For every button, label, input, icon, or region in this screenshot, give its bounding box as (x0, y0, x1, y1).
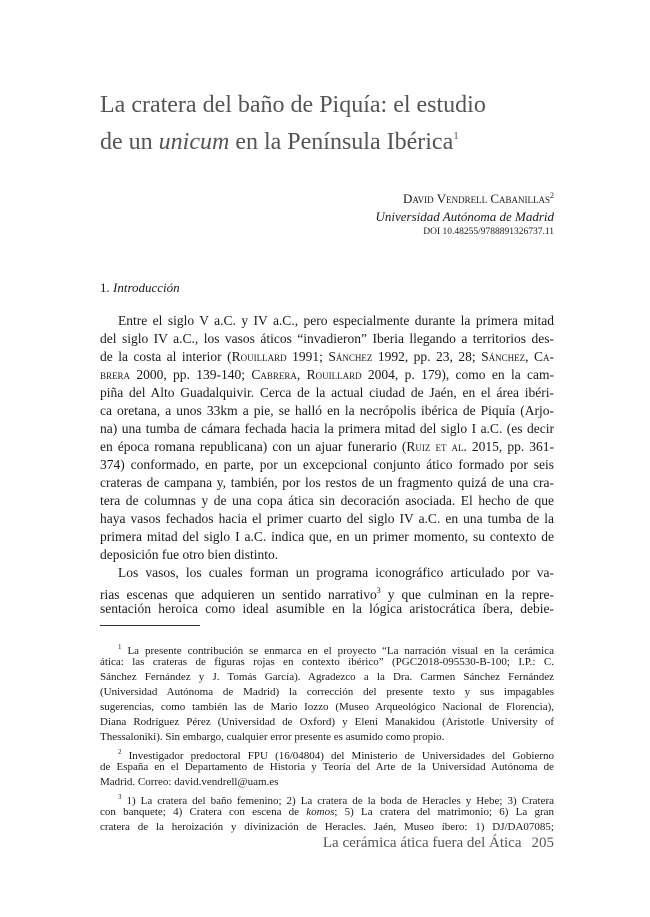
section-heading (100, 280, 180, 296)
body-line (100, 366, 554, 384)
citation-author: Rouillard (231, 349, 287, 364)
body-line: tera de columnas y de una copa ática sin decoración asociada. El hecho de que (100, 493, 554, 508)
footnote-line: (Universidad Autónoma de Madrid) la corrección del presente texto y sus impagables (100, 686, 554, 698)
footnote-divider (100, 625, 200, 626)
body-line: crateras de campana y, también, por los restos de un fragmento quizá de una cra- (100, 475, 554, 490)
footnote-line: de España en el Departamento de Historia y Teoría del Arte de la Universidad Autónoma de (100, 761, 554, 773)
body-line: deposición fue otro bien distinto. (100, 547, 279, 562)
page-footer (323, 834, 554, 852)
body-text (100, 312, 554, 618)
citation-text: 2004, p. 179), como en la cam- (361, 367, 554, 382)
footnote-mark: 2 (118, 748, 122, 756)
title-line-2-start: de un (100, 129, 159, 155)
footnote-line (100, 640, 554, 655)
footnote-line: ática: las crateras de figuras rojas en contexto ibérico” (PGC2018-095530-B-100; I.P.: C. (100, 656, 554, 668)
body-line: 374) conformado, en parte, por un excepcional conjunto ático formado por seis (100, 457, 554, 472)
body-line-start: de la costa al interior ( (100, 349, 232, 364)
title-line-2-end: en la Península Ibérica (229, 129, 454, 155)
citation-author: Sánchez (328, 349, 373, 364)
footnote-line: Madrid. Correo: david.vendrell@uam.es (100, 776, 279, 788)
footnote-mark: 1 (118, 643, 122, 651)
running-title: La cerámica ática fuera del Ática (322, 835, 522, 851)
body-line (100, 438, 554, 456)
footnote-ref: 3 (376, 586, 381, 595)
footnote-text: ; 5) La cratera del matrimonio; 6) La gran (334, 806, 554, 818)
citation-text: 2015, pp. 361- (466, 439, 554, 454)
author-name-line (376, 187, 555, 208)
footnote-line: Diana Rodríguez Pérez (Universidad de Oxford) y Eleni Manakidou (Aristotle University of (100, 716, 554, 728)
body-line-end: y que culminan en la repre- (380, 587, 554, 602)
citation-author: Sánchez, Ca- (481, 349, 554, 364)
footnote-line (100, 790, 554, 805)
body-line: sentación heroica como ideal asumible en la lógica aristocrática íbera, debie- (100, 601, 554, 616)
citation-text: 1992, pp. 23, 28; (372, 349, 482, 364)
footnote-italic-word: komos (306, 806, 335, 818)
footnote-line: sugerencias, como también las de Mario Iozzo (Museo Arqueológico Nacional de Florencia), (100, 701, 554, 713)
body-line: primera mitad del siglo I a.C. indica que, en un primer momento, su contexto de (100, 529, 554, 544)
body-line: Los vasos, los cuales forman un programa iconográfico articulado por va- (118, 565, 554, 580)
footnote-line: cratera de la heroización y divinización de Heracles. Jaén, Museo íbero: 1) DJ/DA07085; (100, 821, 554, 833)
body-line-start: rias escenas que adquieren un sentido narrativo (100, 587, 377, 602)
body-line: del siglo IV a.C., los vasos áticos “invadieron” Iberia llegando a territorios des- (100, 331, 554, 346)
footnote-line: Thessaloniki). Sin embargo, cualquier error presente es asumido como propio. (100, 731, 445, 743)
title-line-1: La cratera del baño de Piquía: el estudio (100, 92, 486, 118)
author-footnote-mark: 2 (550, 191, 554, 200)
footnote-line (100, 745, 554, 760)
body-line: na) una tumba de cámara fechada hacia la primera mitad del siglo I a.C. (es decir (100, 421, 554, 436)
citation-author: brera (100, 367, 131, 382)
citation-author: Ruiz et al. (406, 439, 467, 454)
footnotes (100, 640, 554, 835)
article-title (100, 90, 560, 158)
body-line: haya vasos fechados hacia el primer cuarto del siglo IV a.C. en una tumba de la (100, 511, 554, 526)
body-line-start: en época romana republicana) con un ajuar funerario ( (100, 439, 407, 454)
body-line: ca oretana, a unos 33km a pie, se halló en la necrópolis ibérica de Piquía (Arjo- (100, 403, 554, 418)
body-line: piña del Alto Guadalquivir. Cerca de la actual ciudad de Jaén, en el área ibéri- (100, 385, 554, 400)
doi: DOI 10.48255/9788891326737.11 (423, 227, 554, 237)
footnote-text: Investigador predoctoral FPU (16/04804) del Ministerio de Universidades del Gobierno (121, 750, 554, 762)
body-line (100, 582, 554, 600)
section-number: 1. (100, 280, 113, 295)
footnote-text: con banquete; 4) Cratera con escena de (100, 806, 307, 818)
footnote-text: 1) La cratera del baño femenino; 2) La cratera de la boda de Heracles y Hebe; 3) Cratera (121, 795, 554, 807)
section-title: Introducción (113, 280, 180, 295)
body-line (100, 348, 554, 366)
footnote-mark: 3 (118, 793, 122, 801)
body-line: Entre el siglo V a.C. y IV a.C., pero especialmente durante la primera mitad (118, 313, 554, 328)
citation-author: Cabrera, Rouillard (251, 367, 362, 382)
citation-text: 2000, pp. 139-140; (130, 367, 252, 382)
title-footnote-mark: 1 (453, 130, 459, 142)
author-block (376, 187, 555, 226)
footnote-line (100, 805, 554, 820)
title-italic-word: unicum (158, 129, 230, 155)
footnote-text: La presente contribución se enmarca en el proyecto “La narración visual en la cerámica (121, 645, 554, 657)
author-name: David Vendrell Cabanillas (402, 191, 550, 206)
title-line-2 (100, 121, 560, 158)
page-number: 205 (531, 835, 554, 851)
footnote-line: Sánchez Fernández y J. Tomás García). Agradezco a la Dra. Carmen Sánchez Fernández (100, 671, 554, 683)
author-institution: Universidad Autónoma de Madrid (375, 209, 554, 224)
citation-text: 1991; (286, 349, 329, 364)
